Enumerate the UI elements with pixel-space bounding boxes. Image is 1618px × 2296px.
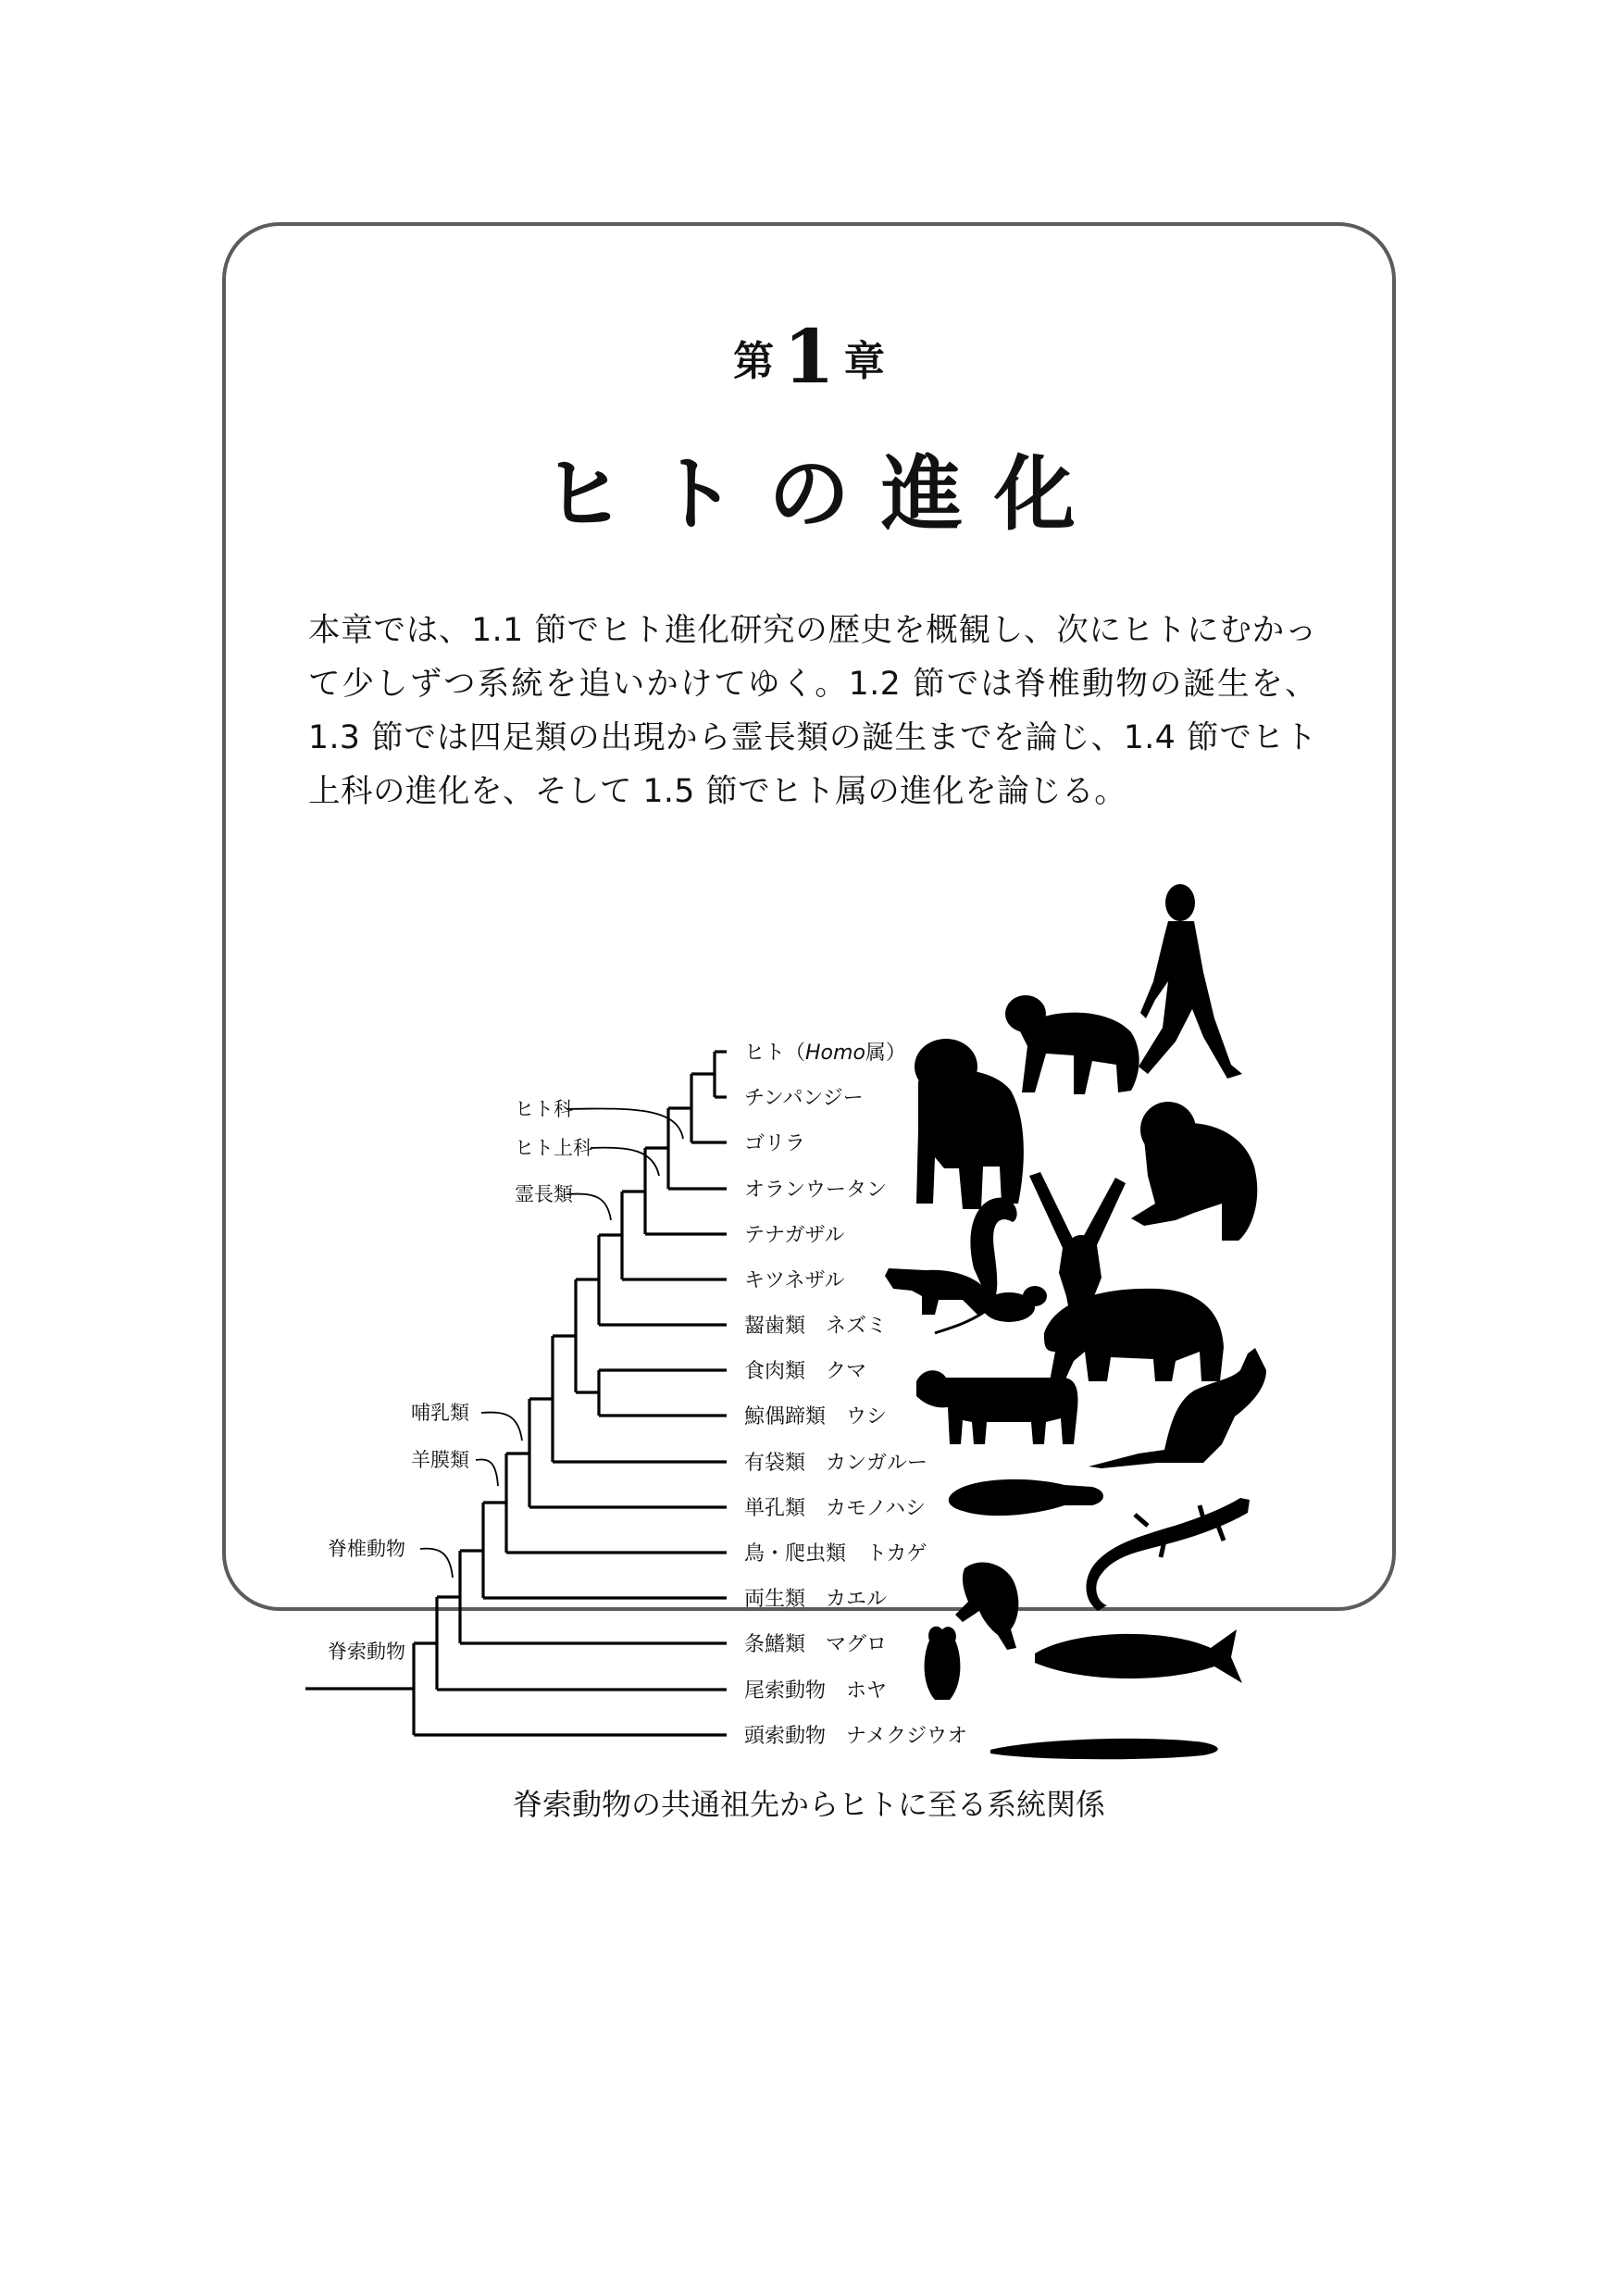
vertebrata-leader [420,1549,453,1578]
orangutan-silhouette [1131,1102,1257,1241]
chapter-suffix: 章 [843,338,885,385]
group-label-hominidae: ヒト科 [515,1098,573,1120]
group-label-vertebrata: 脊椎動物 [328,1538,405,1560]
taxon-label-gibbon: テナガザル [744,1224,845,1247]
taxon-label-lemur: キツネザル [744,1269,845,1292]
hominoidea-leader [591,1148,659,1176]
group-label-hominoidea: ヒト上科 [515,1137,592,1159]
frog-silhouette [955,1562,1018,1650]
chapter-title: ヒトの進化 [541,445,1107,542]
taxon-label-monotreme: 単孔類 カモノハシ [744,1497,927,1520]
sea-squirt-silhouette [925,1627,961,1700]
taxon-label-chimpanzee: チンパンジー [744,1087,864,1110]
taxon-label-rodent: 齧歯類 ネズミ [744,1315,888,1338]
taxon-label-gorilla: ゴリラ [744,1132,806,1155]
chapter-prefix: 第 [733,338,775,385]
animal-silhouettes [885,884,1266,1759]
cow-silhouette [916,1370,1077,1444]
group-label-primates: 霊長類 [515,1183,573,1205]
taxon-label-reptile: 鳥・爬虫類 トカゲ [744,1542,927,1566]
taxon-label-ray-finned: 条鰭類 マグロ [744,1633,888,1656]
group-label-chordata: 脊索動物 [328,1641,405,1663]
hominidae-leader [566,1108,683,1139]
figure-caption: 脊索動物の共通祖先からヒトに至る系統関係 [512,1787,1105,1822]
taxon-label-cephalochordate: 頭索動物 ナメクジウオ [744,1725,968,1748]
taxon-label-cetartiodactyl: 鯨偶蹄類 ウシ [744,1405,888,1429]
taxon-label-tunicate: 尾索動物 ホヤ [744,1679,888,1703]
amniota-leader [476,1460,498,1486]
lancelet-silhouette [990,1739,1218,1759]
group-label-mammalia: 哺乳類 [411,1402,469,1424]
mammalia-leader [481,1413,522,1441]
chapter-number-digit: 1 [783,313,835,400]
chimpanzee-silhouette [1005,995,1139,1094]
taxon-label-orangutan: オランウータン [744,1179,888,1202]
gorilla-silhouette [915,1039,1024,1209]
taxon-label-amphibian: 両生類 カエル [744,1588,888,1611]
tuna-silhouette [1035,1629,1242,1683]
human-silhouette [1139,884,1242,1079]
taxon-label-marsupial: 有袋類 カンガルー [744,1452,928,1475]
taxon-label-carnivore: 食肉類 クマ [744,1360,867,1383]
primates-leader [566,1194,611,1220]
intro-paragraph: 本章では、1.1 節でヒト進化研究の歴史を概観し、次にヒトにむかって少しずつ系統を追いかけてゆく。1.2 節では脊椎動物の誕生を、1.3 節では四足類の出現から霊長類の誕生までを論じ、1.4 節でヒト上科の進化を、そして 1.5 節でヒト属の進化を論じる。 [308,612,1317,810]
group-label-amniota: 羊膜類 [411,1449,469,1471]
lizard-silhouette [1086,1498,1250,1611]
platypus-silhouette [949,1479,1103,1516]
kangaroo-silhouette [1089,1348,1266,1468]
taxon-label-homo: ヒト（Homo属） [744,1042,906,1065]
